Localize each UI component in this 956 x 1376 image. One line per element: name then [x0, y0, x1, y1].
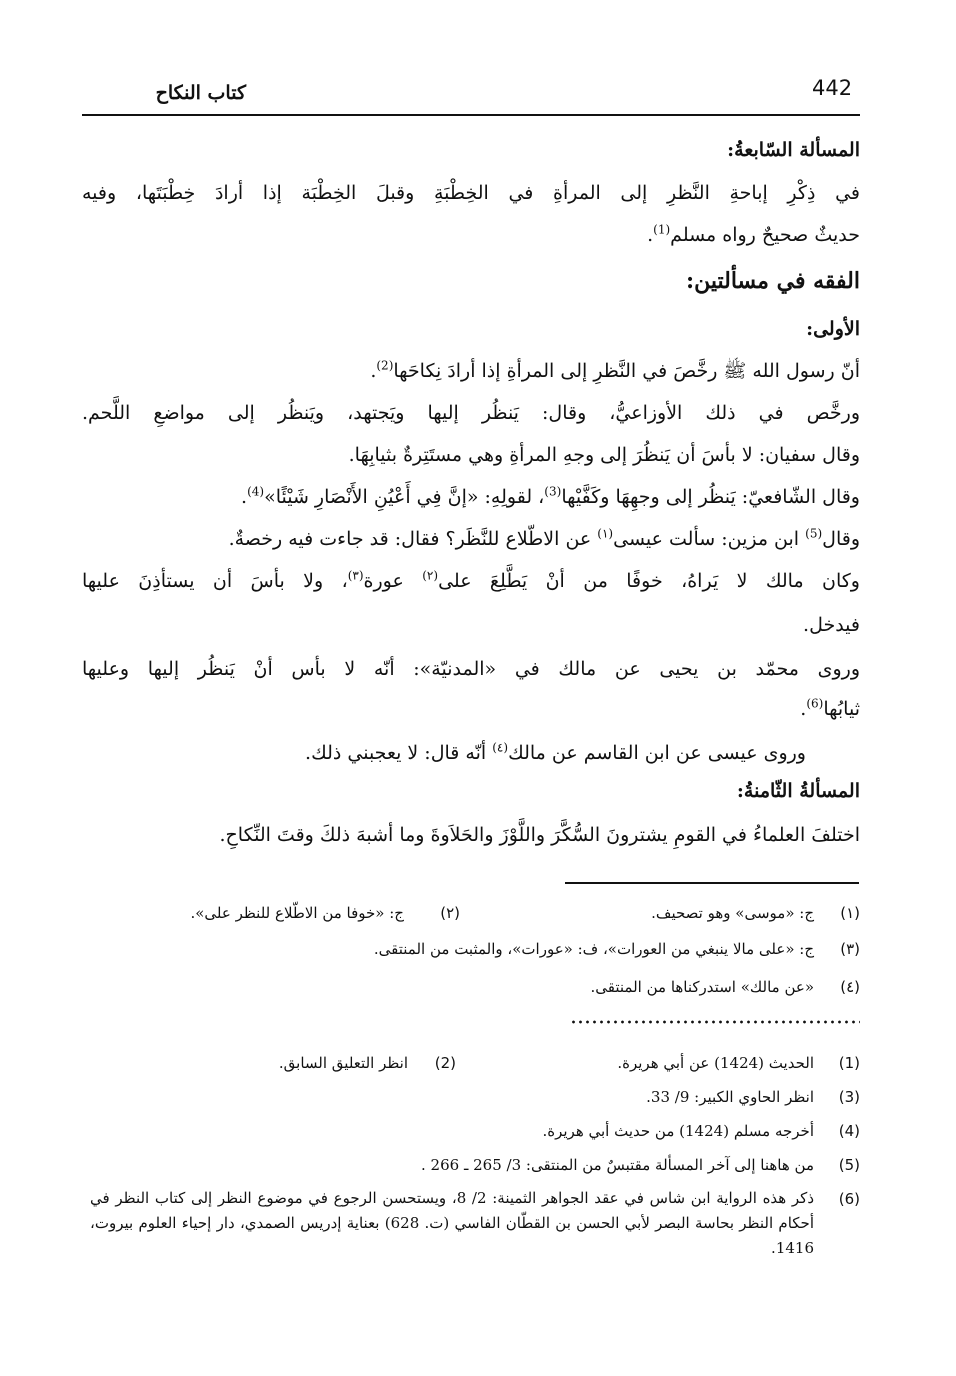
variant-note-number: (١) — [840, 904, 860, 922]
paragraph-line: وروى عيسى عن ابن القاسم عن مالك$^{(٤)}$ أنّه قال: لا يعجبني ذلك. — [305, 740, 806, 764]
footnote-text: انظر التعليق السابق. — [278, 1054, 408, 1072]
paragraph-line: في ذِكْرِ إباحةِ النَّظرِ إلى المرأةِ في الخِطْبَةِ وقبلَ الخِطْبَة إذا أرادَ خِطْبَتَها، وفيه — [82, 182, 860, 204]
footnote-text: ذكر هذه الرواية ابن شاس في عقد الجواهر الثمينة: 2/ 8، ويستحسن الرجوع في موضوع النظر إلى كتاب النظر في أحكام النظر بحاسة البصر لأبي الحسن بن القطّان الفاسي (ت. 628) بعناية إدريس الصمدي، دار إحياء العلوم بيروت، 1416. — [90, 1189, 815, 1257]
footnote-ref: (5) — [805, 526, 823, 541]
variant-note-number: (٤) — [840, 978, 860, 996]
variant-note-number: (٢) — [440, 904, 460, 922]
footnote-number: (4) — [838, 1122, 860, 1140]
footnote-number: (3) — [838, 1088, 860, 1106]
variant-ref: (٢) — [422, 568, 439, 583]
paragraph-line: أنّ رسول الله ﷺ رخَّصَ في النَّظرِ إلى المرأةِ إذا أرادَ نِكاحَها$^{(2)}$. — [370, 358, 860, 382]
variant-ref: (٤) — [492, 740, 509, 755]
footnote-dotted-rule — [570, 1020, 860, 1024]
footnote-rule — [565, 882, 859, 884]
footnote-number: (5) — [838, 1156, 860, 1174]
footnote-text: انظر الحاوي الكبير: 9/ 33. — [646, 1088, 814, 1106]
variant-ref: (١) — [597, 526, 614, 541]
paragraph-line: فيدخل. — [803, 614, 860, 636]
header-rule — [82, 114, 860, 116]
variant-note-number: (٣) — [840, 940, 860, 958]
paragraph-line: حديثٌ صحيحٌ رواه مسلم$^{(1)}$. — [647, 222, 860, 246]
variant-note-text: ج: «على مالا ينبغي من العورات»، ف: «عورات»، والمثبت من المنتقى. — [373, 940, 814, 958]
heading-question-7: المسألة السّابعةُ: — [727, 139, 860, 161]
footnote-ref: (1) — [653, 222, 671, 237]
footnote-text: أخرجه مسلم (1424) من حديث أبي هريرة. — [542, 1122, 814, 1140]
paragraph-line: وقال الشّافعيّ: يَنظُر إلى وجهِهَا وكَفَّيْها$^{(3)}$، لقولِهِ: «إنَّ فِي أَعْيُنِ الأَنْصَارِ شَيْئًا»$^{(4)}$. — [241, 484, 860, 508]
paragraph-line: ثيابُها$^{(6)}$. — [800, 696, 860, 720]
variant-note-text: «عن مالك» استدركناها من المنتقى. — [590, 978, 814, 996]
paragraph-line: وروى محمّد بن يحيى عن مالك في «المدنيّة»: أنّه لا بأس أنْ يَنظُر إليها وعليها — [82, 658, 860, 680]
footnote-text: الحديث (1424) عن أبي هريرة. — [617, 1054, 814, 1072]
heading-fiqh: الفقه في مسألتين: — [685, 268, 860, 294]
footnote-number: (6) — [838, 1190, 860, 1208]
footnote-ref: (3) — [544, 484, 562, 499]
footnote-ref: (4) — [247, 484, 265, 499]
variant-note-text: ج: «خوفا من الاطّلاع للنظر على». — [190, 904, 404, 922]
paragraph-line: وقال$^{(5)}$ ابن مزين: سألت عيسى$^{(١)}$ عن الاطّلاع للنَّظَر؟ فقال: قد جاءت فيه رخصةٌ. — [228, 526, 860, 550]
footnote-number: (2) — [434, 1054, 456, 1072]
paragraph-line: وكان مالك لا يَراهُ، خوفًا من أنْ يَطَّلِعَ على$^{(٢)}$ عورة$^{(٣)}$، ولا بأسَ أن يستأذِنَ عليها — [82, 568, 860, 592]
footnote-text: من هاهنا إلى آخر المسألة مقتبسٌ من المنتقى: 3/ 265 ـ 266 . — [420, 1156, 814, 1174]
heading-question-8: المسألةُ الثّامنةُ: — [736, 780, 860, 802]
variant-ref: (٣) — [347, 568, 364, 583]
page-number: 442 — [812, 76, 853, 100]
paragraph-line: اختلفَ العلماءُ في القومِ يشترونَ السُّكَّرَ واللَّوْزَ والحَلاَوةَ وما أشبهَ ذلكَ وقتَ النِّكاحِ. — [219, 824, 860, 846]
paragraph-line: ورخَّص في ذلك الأوزاعيُّ، وقال: يَنظُر إليها ويَجتهد، ويَنظُر إلى مواضعِ اللَّحم. — [82, 402, 860, 424]
variant-note-text: ج: «موسى» وهو تصحيف. — [651, 904, 814, 922]
running-head-title: كتاب النكاح — [155, 82, 246, 104]
footnote-ref: (6) — [806, 696, 824, 711]
paragraph-line: وقال سفيان: لا بأسَ أن يَنظُرَ إلى وجهِ المرأةِ وهي مستَتِرةٌ بثيابِهَا. — [348, 444, 860, 466]
footnote-ref: (2) — [376, 358, 394, 373]
footnote-number: (1) — [838, 1054, 860, 1072]
heading-first: الأولى: — [806, 318, 860, 340]
